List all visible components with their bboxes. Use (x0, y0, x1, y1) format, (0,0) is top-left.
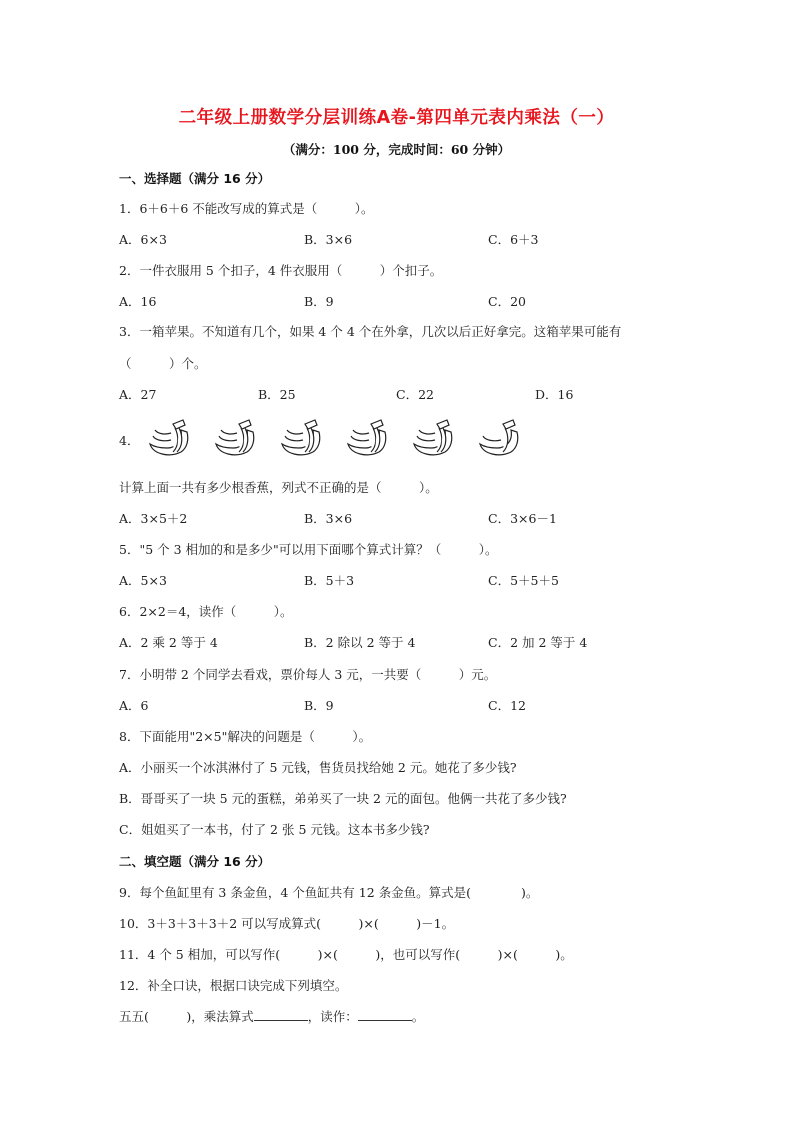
section-heading-fill: 二、填空题（满分 16 分） (119, 854, 271, 869)
q8-option-b[interactable]: B．哥哥买了一块 5 元的蛋糕，弟弟买了一块 2 元的面包。他俩一共花了多少钱? (119, 791, 567, 806)
question-8: 8．下面能用"2×5"解决的问题是（ ）。 (119, 729, 372, 744)
q6-option-b[interactable]: B．2 除以 2 等于 4 (304, 635, 416, 650)
banana-bunch-icon (211, 416, 257, 460)
banana-bunch-icon (145, 416, 191, 460)
q6-option-c[interactable]: C．2 加 2 等于 4 (488, 635, 588, 650)
banana-bunch-icon (343, 416, 389, 460)
q1-option-c[interactable]: C．6＋3 (488, 232, 539, 247)
q4-option-c[interactable]: C．3×6－1 (488, 511, 557, 526)
question-1: 1．6＋6＋6 不能改写成的算式是（ ）。 (119, 201, 374, 216)
q3-option-b[interactable]: B．25 (258, 387, 296, 402)
question-3: 3．一箱苹果。不知道有几个，如果 4 个 4 个在外拿，几次以后正好拿完。这箱苹果可能有 (119, 324, 622, 339)
banana-bunch-icon (409, 416, 455, 460)
question-9: 9．每个鱼缸里有 3 条金鱼，4 个鱼缸共有 12 条金鱼。算式是( )。 (119, 885, 539, 900)
question-7: 7．小明带 2 个同学去看戏，票价每人 3 元，一共要（ ）元。 (119, 667, 497, 682)
q2-option-b[interactable]: B．9 (304, 294, 334, 309)
q12-sub-text-a: 五五( )，乘法算式 (119, 1009, 254, 1024)
question-3-cont: （ ）个。 (119, 356, 207, 371)
q7-option-c[interactable]: C．12 (488, 698, 526, 713)
q5-option-c[interactable]: C．5＋5＋5 (488, 573, 559, 588)
section-heading-choice: 一、选择题（满分 16 分） (119, 171, 271, 186)
question-12-sub (119, 1007, 424, 1025)
question-6: 6．2×2＝4，读作（ ）。 (119, 604, 293, 619)
q4-option-a[interactable]: A．3×5＋2 (119, 511, 188, 526)
q12-sub-text-b: ，读作： (307, 1009, 358, 1024)
question-12: 12．补全口诀，根据口诀完成下列填空。 (119, 978, 348, 993)
q5-option-b[interactable]: B．5＋3 (304, 573, 355, 588)
banana-image-row (145, 416, 521, 460)
answer-blank-reading[interactable] (358, 1008, 412, 1021)
question-5: 5．"5 个 3 相加的和是多少"可以用下面哪个算式计算？（ ）。 (119, 542, 498, 557)
q1-option-b[interactable]: B．3×6 (304, 232, 353, 247)
question-10: 10．3＋3＋3＋3＋2 可以写成算式( )×( )－1。 (119, 916, 455, 931)
page-title: 二年级上册数学分层训练A卷-第四单元表内乘法（一） (178, 108, 615, 128)
q3-option-a[interactable]: A．27 (119, 387, 157, 402)
q5-option-a[interactable]: A．5×3 (119, 573, 167, 588)
question-2: 2．一件衣服用 5 个扣子，4 件衣服用（ ）个扣子。 (119, 263, 443, 278)
q2-option-c[interactable]: C．20 (488, 294, 526, 309)
question-4: 计算上面一共有多少根香蕉，列式不正确的是（ ）。 (119, 480, 438, 495)
q2-option-a[interactable]: A．16 (119, 294, 157, 309)
question-4-number: 4． (119, 433, 140, 448)
q4-option-b[interactable]: B．3×6 (304, 511, 353, 526)
banana-bunch-icon (277, 416, 323, 460)
q7-option-b[interactable]: B．9 (304, 698, 334, 713)
banana-bunch-icon (475, 416, 521, 460)
question-11: 11．4 个 5 相加，可以写作( )×( )，也可以写作( )×( )。 (119, 947, 573, 962)
q1-option-a[interactable]: A．6×3 (119, 232, 167, 247)
q3-option-d[interactable]: D．16 (535, 387, 574, 402)
q12-sub-text-c: 。 (411, 1009, 425, 1024)
q8-option-c[interactable]: C．姐姐买了一本书，付了 2 张 5 元钱。这本书多少钱? (119, 822, 430, 837)
q6-option-a[interactable]: A．2 乘 2 等于 4 (119, 635, 218, 650)
answer-blank-equation[interactable] (254, 1008, 308, 1021)
q3-option-c[interactable]: C．22 (396, 387, 434, 402)
q7-option-a[interactable]: A．6 (119, 698, 149, 713)
page-subtitle: （满分：100 分，完成时间：60 分钟） (282, 142, 511, 157)
q8-option-a[interactable]: A．小丽买一个冰淇淋付了 5 元钱，售货员找给她 2 元。她花了多少钱? (119, 760, 517, 775)
